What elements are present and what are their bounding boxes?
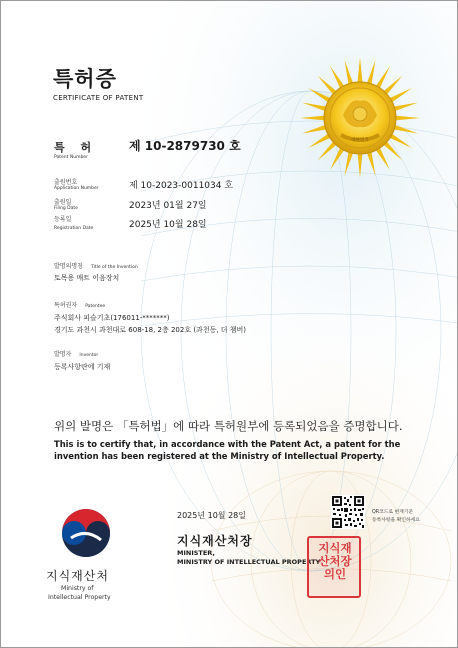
filing-date-label: 출원일	[54, 199, 72, 206]
official-seal-stamp: 지식재산처장의인	[307, 536, 361, 598]
registration-date-value: 2025년 10월 28일	[129, 220, 207, 230]
application-number-label: 출원번호	[54, 179, 78, 186]
emblem-ribbon-text: 대한민국	[351, 138, 369, 143]
ministry-logo-name-kr: 지식재산처	[46, 569, 109, 583]
application-number-label-en: Application Number	[54, 186, 99, 191]
certification-statement-en: This is to certify that, in accordance with the Patent Act, a patent for the invention has been registered at the Ministry of Intellectual Property.	[54, 439, 401, 461]
patentee-address: 경기도 과천시 과천대로 608-18, 2층 202호 (과천동, 더 챔버)	[54, 326, 247, 334]
document-title: 특허증	[53, 67, 117, 91]
patent-number-label: 특 허	[54, 141, 98, 154]
issuer-title-en-line1: MINISTER,	[177, 549, 215, 557]
document-subtitle: CERTIFICATE OF PATENT	[53, 94, 144, 102]
patent-number-label-en: Patent Number	[54, 155, 88, 160]
patentee-label: 특허권자 Patentee	[54, 302, 106, 309]
patent-number-value: 제 10-2879730 호	[129, 139, 241, 153]
qr-note: QR코드로 현재기준 등록사항을 확인하세요	[372, 510, 420, 523]
issue-date: 2025년 10월 28일	[177, 511, 246, 520]
qr-code-icon[interactable]	[331, 495, 365, 529]
registration-date-label-en: Registration Date	[54, 226, 94, 231]
registration-date-label: 등록일	[54, 216, 72, 223]
filing-date-value: 2023년 01월 27일	[129, 201, 207, 211]
inventor-label: 발명자 Inventor	[54, 351, 99, 358]
ministry-logo-name-en-line2: Intellectual Property	[48, 594, 111, 601]
gold-emblem-icon	[299, 57, 421, 179]
patentee-name: 주식회사 피슬기초(176011-*******)	[54, 314, 170, 322]
invention-label: 발명의명칭 Title of the Invention	[54, 263, 138, 270]
filing-date-label-en: Filing Date	[54, 206, 78, 211]
application-number-value: 제 10-2023-0011034 호	[129, 181, 234, 191]
ministry-logo-name-en-line1: Ministry of	[61, 585, 94, 592]
issuer-title: 지식재산처장	[177, 534, 253, 548]
invention-title: 토목용 매트 이음장치	[54, 274, 120, 282]
ministry-logo-icon	[57, 504, 115, 562]
issuer-title-en-line2: MINISTRY OF INTELLECTUAL PROPERTY	[177, 558, 321, 566]
inventor-value: 등록사항란에 기재	[54, 363, 111, 371]
certification-statement-kr: 위의 발명은 「특허법」에 따라 특허원부에 등록되었음을 증명합니다.	[54, 419, 403, 433]
